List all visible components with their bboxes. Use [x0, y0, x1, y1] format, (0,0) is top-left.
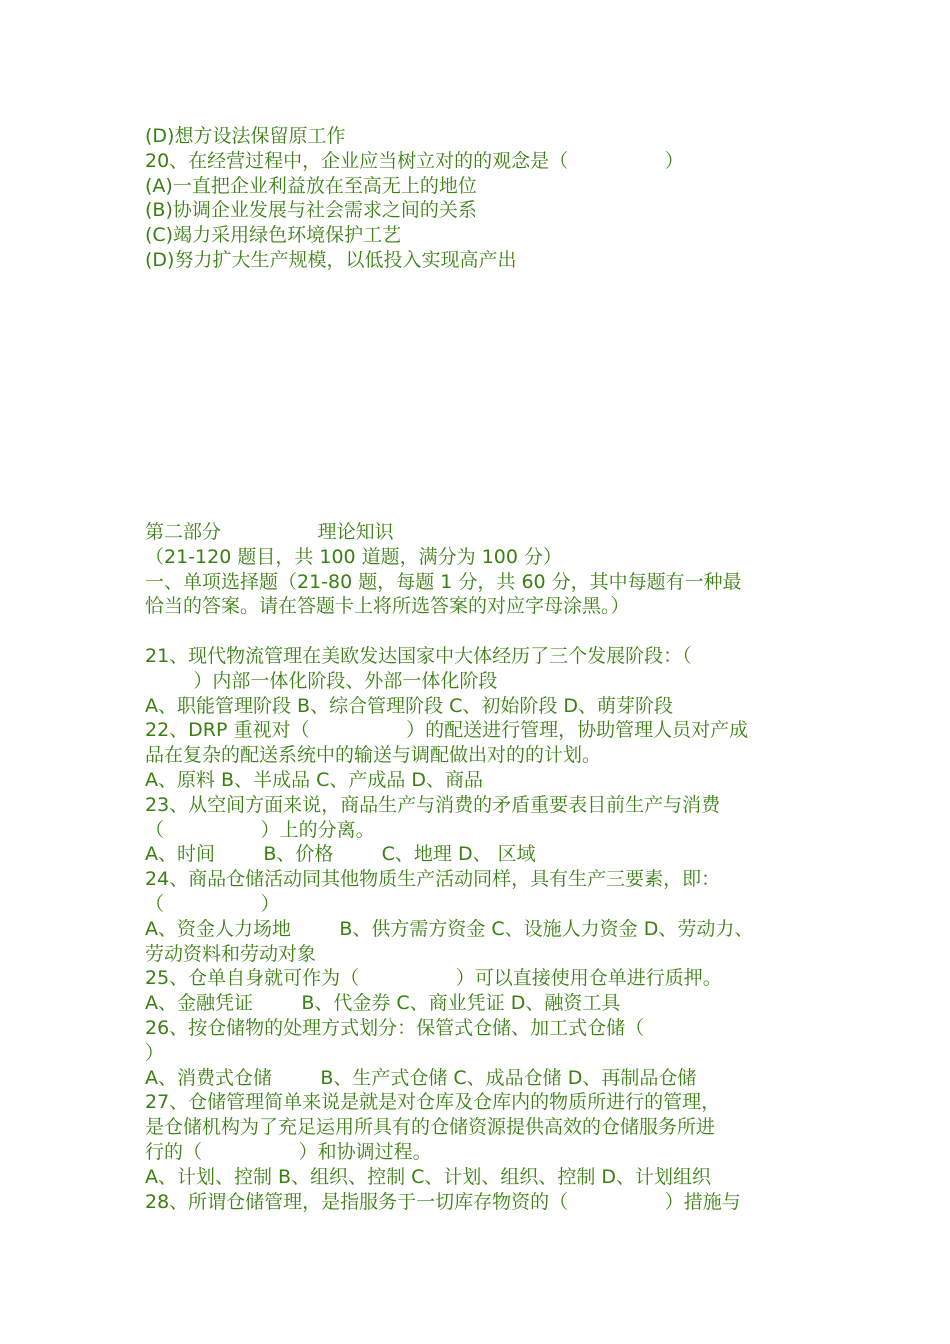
text-line: A、消费式仓储 B、生产式仓储 C、成品仓储 D、再制品仓储 [145, 1066, 697, 1089]
text-line: (B)协调企业发展与社会需求之间的关系 [145, 199, 477, 222]
question-block-bottom [145, 520, 825, 1214]
text-line: 28、所谓仓储管理，是指服务于一切库存物资的（ ）措施与 [145, 1190, 741, 1213]
text-line: (C)竭力采用绿色环境保护工艺 [145, 224, 402, 247]
text-line: 恰当的答案。请在答题卡上将所选答案的对应字母涂黑。） [145, 595, 630, 618]
section-heading: 第二部分 理论知识 [145, 521, 394, 543]
text-line: 26、按仓储物的处理方式划分：保管式仓储、加工式仓储（ [145, 1016, 645, 1039]
section-subheading: （21-120 题目，共 100 道题，满分为 100 分） [145, 545, 563, 568]
text-line: (A)一直把企业利益放在至高无上的地位 [145, 174, 477, 197]
text-line: A、职能管理阶段 B、综合管理阶段 C、初始阶段 D、萌芽阶段 [145, 694, 674, 717]
text-line: (D)努力扩大生产规模，以低投入实现高产出 [145, 248, 517, 271]
text-line: 27、仓储管理简单来说是就是对仓库及仓库内的物质所进行的管理， [145, 1091, 721, 1114]
text-line: 20、在经营过程中，企业应当树立对的的观念是（ ） [145, 149, 684, 172]
text-line: 劳动资料和劳动对象 [145, 942, 317, 965]
text-line: 24、商品仓储活动同其他物质生产活动同样，具有生产三要素，即： [145, 868, 721, 891]
text-line: 行的（ ）和协调过程。 [145, 1140, 432, 1163]
text-line: ）内部一体化阶段、外部一体化阶段 [145, 669, 498, 692]
text-line: （ ）上的分离。 [145, 818, 375, 841]
text-line: A、金融凭证 B、代金券 C、商业凭证 D、融资工具 [145, 992, 621, 1015]
text-line: 品在复杂的配送系统中的输送与调配做出对的的计划。 [145, 744, 602, 767]
text-line: 22、DRP 重视对（ ）的配送进行管理，协助管理人员对产成 [145, 719, 749, 742]
text-line: A、计划、控制 B、组织、控制 C、计划、组织、控制 D、计划组织 [145, 1165, 712, 1188]
text-line: (D)想方设法保留原工作 [145, 125, 346, 147]
text-line: 是仓储机构为了充足运用所具有的仓储资源提供高效的仓储服务所进 [145, 1116, 716, 1139]
blank-line [145, 619, 825, 644]
question-block-top [145, 124, 825, 273]
text-line: 25、仓单自身就可作为（ ）可以直接使用仓单进行质押。 [145, 967, 722, 990]
text-line: A、时间 B、价格 C、地理 D、 区域 [145, 843, 536, 866]
text-line: （ ） [145, 892, 280, 915]
text-line: ） [145, 1041, 165, 1064]
text-line: A、原料 B、半成品 C、产成品 D、商品 [145, 768, 484, 791]
text-line: 23、从空间方面来说，商品生产与消费的矛盾重要表目前生产与消费 [145, 793, 721, 816]
text-line: A、资金人力场地 B、供方需方资金 C、设施人力资金 D、劳动力、 [145, 917, 754, 940]
text-line: 一、单项选择题（21-80 题，每题 1 分，共 60 分，其中每题有一种最 [145, 570, 742, 593]
text-line: 21、现代物流管理在美欧发达国家中大体经历了三个发展阶段：（ [145, 644, 692, 667]
